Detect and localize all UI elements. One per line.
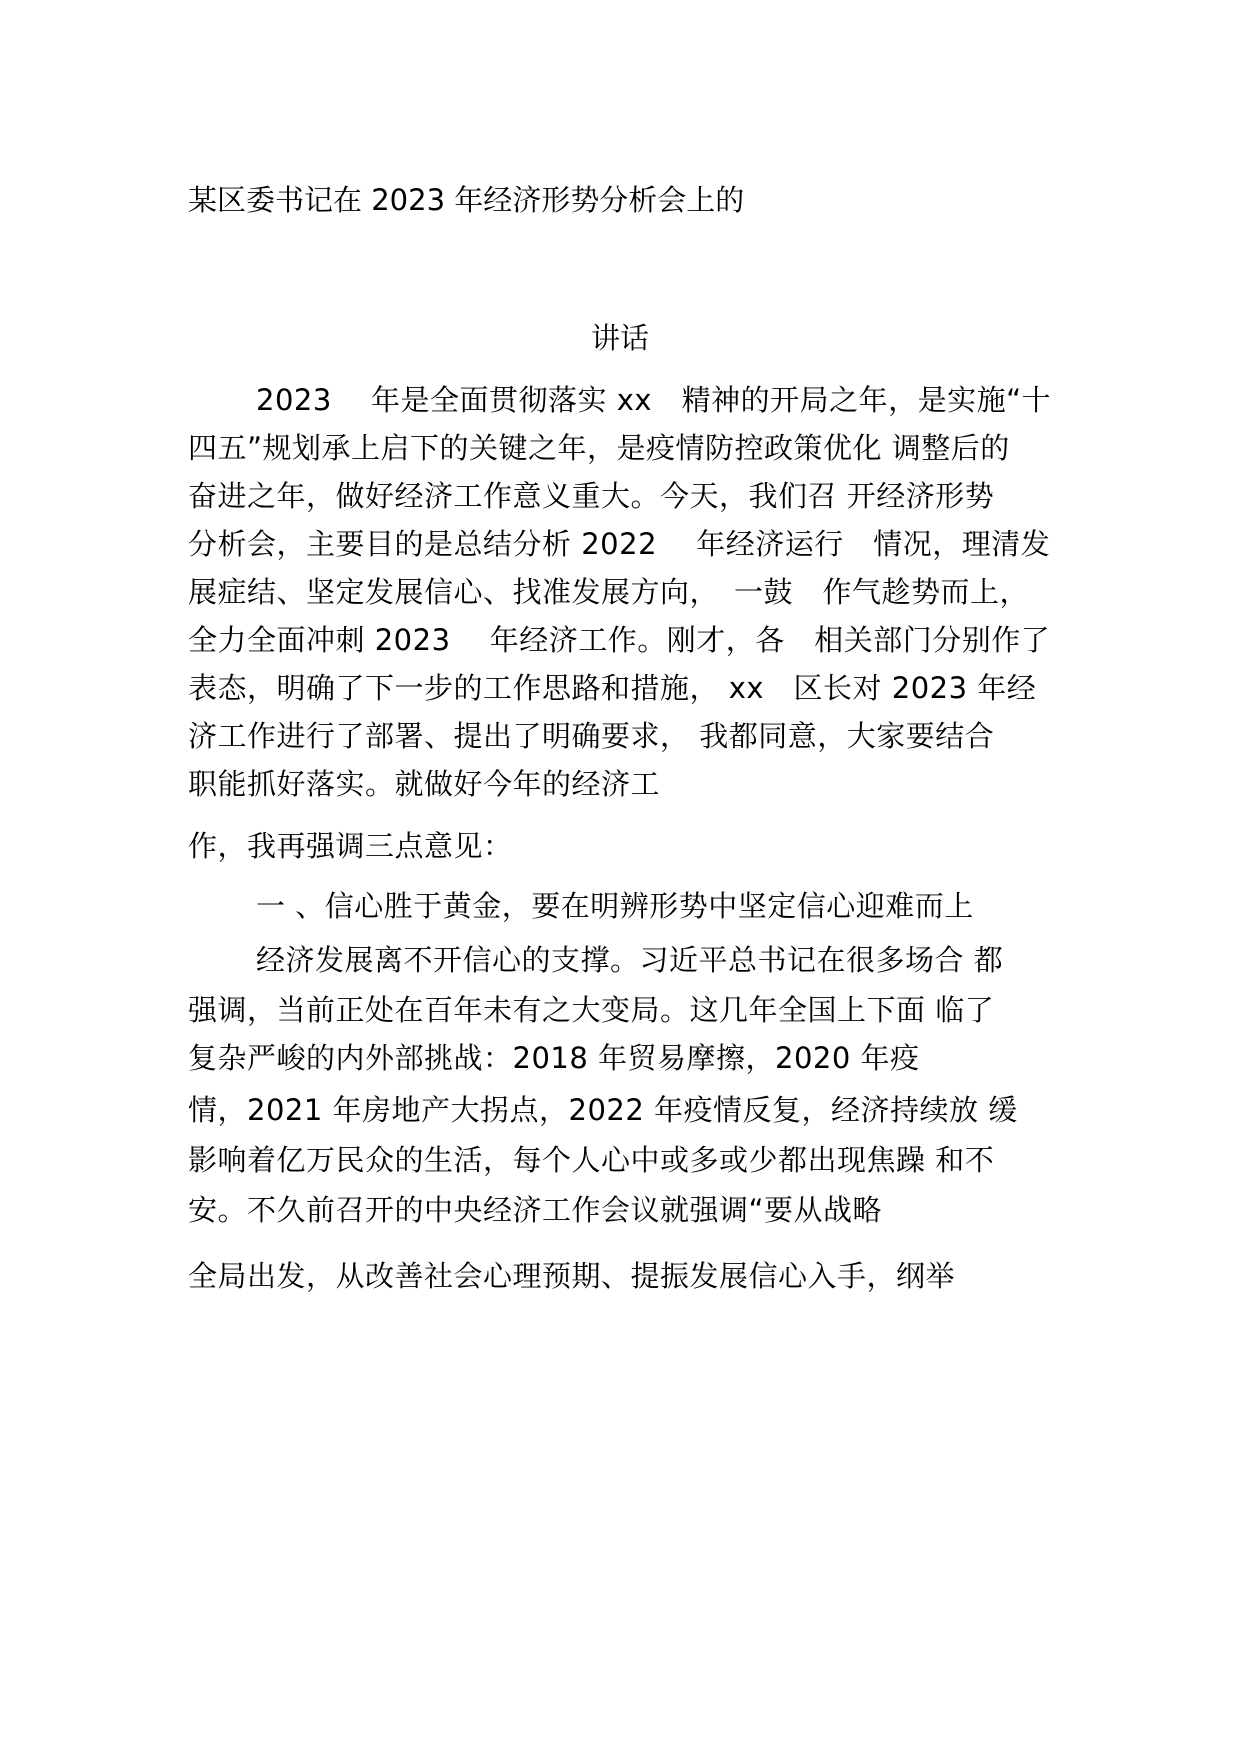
paragraph-line: 安。不久前召开的中央经济工作会议就强调“要从战略 <box>188 1193 883 1227</box>
paragraph-line: 经济发展离不开信心的支撑。习近平总书记在很多场合 都 <box>256 943 1004 977</box>
paragraph-line: 情，2021 年房地产大拐点，2022 年疫情反复，经济持续放 缓 <box>188 1093 1018 1127</box>
paragraph-line: 强调，当前正处在百年未有之大变局。这几年全国上下面 临了 <box>188 993 995 1027</box>
paragraph-line: 影响着亿万民众的生活，每个人心中或多或少都出现焦躁 和不 <box>188 1143 995 1177</box>
paragraph-line: 全力全面冲刺 2023 年经济工作。刚才，各 相关部门分别作了 <box>188 623 1051 657</box>
paragraph-line: 全局出发，从改善社会心理预期、提振发展信心入手，纲举 <box>188 1259 956 1293</box>
paragraph-line: 2023 年是全面贯彻落实 xx 精神的开局之年，是实施“十 <box>256 383 1052 417</box>
document-title-line-2: 讲话 <box>590 321 649 355</box>
paragraph-line: 表态，明确了下一步的工作思路和措施， xx 区长对 2023 年经 <box>188 671 1037 705</box>
paragraph-line: 分析会，主要目的是总结分析 2022 年经济运行 情况，理清发 <box>188 527 1051 561</box>
paragraph-line: 职能抓好落实。就做好今年的经济工 <box>188 767 661 801</box>
paragraph-line: 四五”规划承上启下的关键之年，是疫情防控政策优化 调整后的 <box>188 431 1010 465</box>
section-heading: 一 、信心胜于黄金，要在明辨形势中坚定信心迎难而上 <box>256 889 974 923</box>
paragraph-line: 作，我再强调三点意见： <box>188 829 513 863</box>
paragraph-line: 展症结、坚定发展信心、找准发展方向， 一鼓 作气趁势而上， <box>188 575 1030 609</box>
paragraph-line: 奋进之年，做好经济工作意义重大。今天，我们召 开经济形势 <box>188 479 995 513</box>
paragraph-line: 济工作进行了部署、提出了明确要求， 我都同意，大家要结合 <box>188 719 995 753</box>
paragraph-line: 复杂严峻的内外部挑战：2018 年贸易摩擦，2020 年疫 <box>188 1041 920 1075</box>
document-title-line-1: 某区委书记在 2023 年经济形势分析会上的 <box>188 183 745 217</box>
